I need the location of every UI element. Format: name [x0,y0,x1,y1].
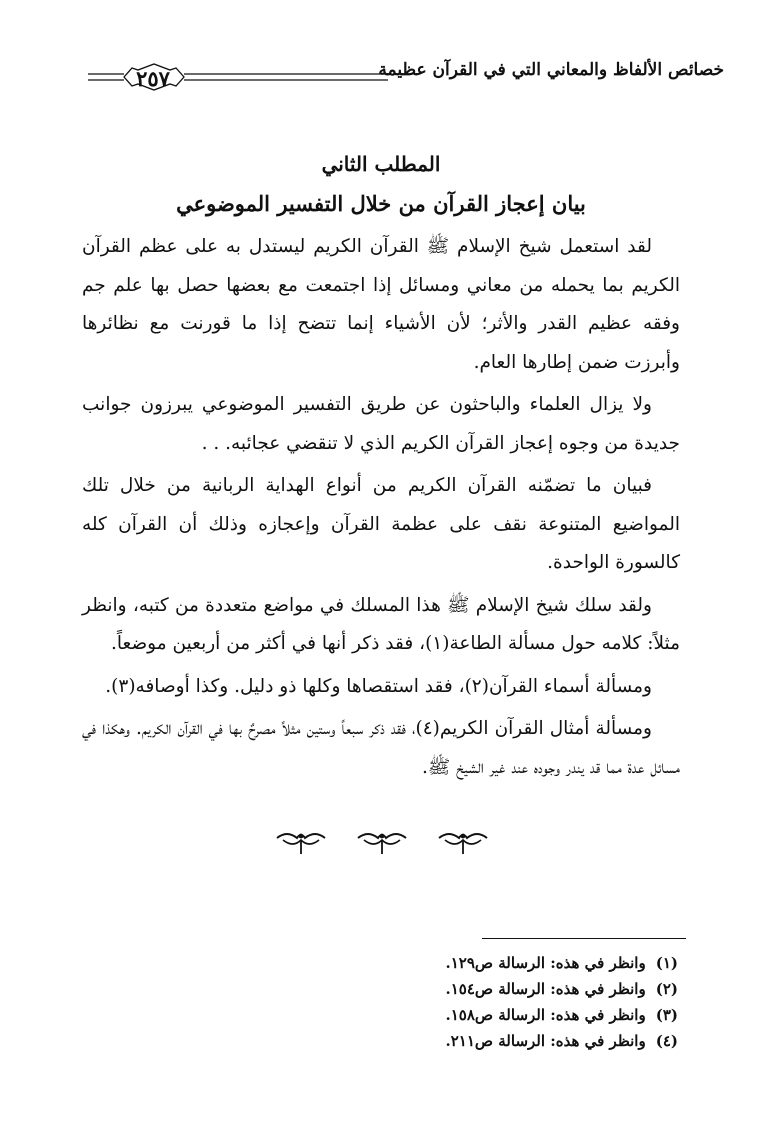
section-subtitle: بيان إعجاز القرآن من خلال التفسير الموضوعي [176,191,586,216]
footnote-number: (٣) [655,1006,678,1024]
footnote [378,1028,678,1054]
ornament-icon [354,828,410,856]
running-title: خصائص الألفاظ والمعاني التي في القرآن عظيمة [378,60,724,80]
page-number: ٢٥٧ [136,66,170,91]
page-header [88,58,724,98]
footnote [378,1002,678,1028]
footnote-number: (١) [655,954,678,972]
paragraph: ولقد سلك شيخ الإسلام ﷺ هذا المسلك في مواضع متعددة من كتبه، وانظر مثلاً: كلامه حول مسألة الطاعة(١)، فقد ذكر أنها في أكثر من أربعين موضعاً. [82,594,680,654]
paragraph: ولا يزال العلماء والباحثون عن طريق التفسير الموضوعي يبرزون جوانب جديدة من وجوه إعجاز القرآن الكريم الذي لا تنقضي عجائبه. . . [82,394,680,454]
section-divider-ornaments [0,828,764,860]
ornament-icon [435,828,491,856]
footnote-text: وانظر في هذه: الرسالة ص١٢٩. [445,954,646,972]
footnote-text: وانظر في هذه: الرسالة ص١٥٤. [445,980,646,998]
footnote-separator [482,938,686,939]
footnote [378,950,678,976]
footnotes [378,950,678,1054]
ornament-icon [273,828,329,856]
footnote-number: (٢) [655,980,678,998]
main-text [82,144,680,791]
footnote-text: وانظر في هذه: الرسالة ص٢١١. [445,1032,646,1050]
paragraph: فبيان ما تضمّنه القرآن الكريم من أنواع الهداية الربانية من خلال تلك المواضيع المتنوعة نقف على عظمة القرآن وإعجازه وذلك أن القرآن كله كالسورة الواحدة. [82,475,680,573]
footnote [378,976,678,1002]
paragraph: لقد استعمل شيخ الإسلام ﷺ القرآن الكريم ليستدل به على عظم القرآن الكريم بما يحمله من معاني ومسائل إذا اجتمعت مع بعضها حصل بها علم جم وفقه عظيم القدر والأثر؛ لأن الأشياء إنما تتضح إذا ما قورنت مع نظائرها وأبرزت ضمن إطارها العام. [82,236,680,373]
paragraph: ومسألة أمثال القرآن الكريم(٤)، فقد ذكر سبعاً وستين مثلاً مصرحٌ بها في القرآن الكريم. وهكذا في مسائل عدة مما قد يندر وجوده عند غير الشيخ ﷺ. [82,718,680,778]
section-title: المطلب الثاني [321,152,441,176]
footnote-text: وانظر في هذه: الرسالة ص١٥٨. [445,1006,646,1024]
paragraph: ومسألة أسماء القرآن(٢)، فقد استقصاها وكلها ذو دليل. وكذا أوصافه(٣). [105,675,652,697]
footnote-number: (٤) [655,1032,678,1050]
